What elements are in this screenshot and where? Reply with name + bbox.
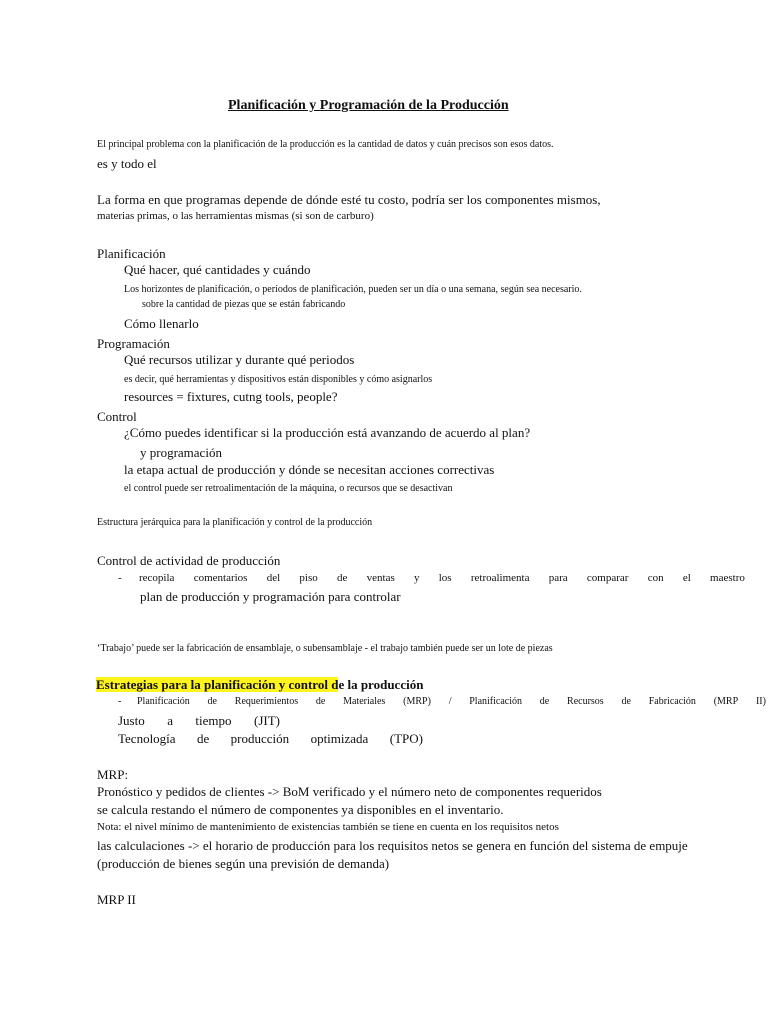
- heading-rest: e la producción: [338, 677, 424, 692]
- list-item-continuation: y programación: [140, 445, 222, 460]
- word: Fabricación: [648, 696, 696, 707]
- word: (TPO): [389, 731, 423, 746]
- word: de: [539, 696, 550, 707]
- justified-line: [139, 573, 745, 584]
- word: /: [448, 696, 452, 707]
- list-item: [120, 353, 354, 367]
- intro-paragraph: El principal problema con la planificación de la producción es la cantidad de datos y cuán precisos son esos datos.: [97, 139, 554, 150]
- programacion-heading: Programación: [97, 336, 170, 351]
- control-heading: Control: [97, 409, 137, 424]
- list-item-text: Los horizontes de planificación, o períodos de planificación, pueden ser un día o una semana, según sea necesario.: [124, 284, 582, 295]
- word: producción: [230, 731, 290, 746]
- word: para: [548, 572, 568, 584]
- word: Materiales: [343, 696, 386, 707]
- mrp-line: se calcula restando el número de componentes ya disponibles en el inventario.: [97, 802, 504, 817]
- list-item-text: la etapa actual de producción y dónde se necesitan acciones correctivas: [124, 462, 495, 477]
- list-item: [120, 317, 199, 331]
- list-item: [120, 263, 310, 277]
- highlighted-text: Estrategias para la planificación y control d: [96, 677, 339, 692]
- list-item-text: Cómo llenarlo: [124, 316, 199, 331]
- estrategias-heading: [96, 678, 423, 691]
- mrp2-heading: MRP II: [97, 892, 136, 907]
- list-item: [120, 484, 452, 494]
- list-item: [120, 390, 337, 404]
- word: de: [315, 696, 326, 707]
- dash-bullet: -: [118, 696, 122, 707]
- word: Planificación: [137, 696, 190, 707]
- word: Requerimientos: [234, 696, 299, 707]
- mrp-note: Nota: el nivel mínimo de mantenimiento de existencias también se tiene en cuenta en los requisitos netos: [97, 821, 559, 833]
- word: de: [207, 696, 217, 707]
- word: tiempo: [195, 713, 232, 728]
- estructura-caption: Estructura jerárquica para la planificación y control de la producción: [97, 517, 373, 528]
- word: comparar: [586, 572, 629, 584]
- word: Justo: [118, 713, 145, 728]
- word: Planificación: [469, 696, 523, 707]
- list-item-text: el control puede ser retroalimentación de la máquina, o recursos que se desactivan: [124, 483, 453, 494]
- word: de: [621, 696, 631, 707]
- justified-line: [118, 732, 423, 745]
- trabajo-note: ‘Trabajo’ puede ser la fabricación de ensamblaje, o subensamblaje - el trabajo también puede ser un lote de piezas: [97, 643, 553, 654]
- word: maestro: [710, 572, 745, 584]
- word: piso: [299, 572, 318, 584]
- list-item: [120, 463, 494, 477]
- word: Tecnología: [118, 731, 176, 746]
- word: de: [337, 572, 348, 584]
- word: de: [196, 731, 210, 746]
- intro-continuation: es y todo el: [97, 156, 157, 171]
- list-item: [120, 426, 530, 440]
- justified-line: [118, 714, 280, 727]
- list-item: [120, 375, 432, 385]
- list-item-continuation: sobre la cantidad de piezas que se están fabricando: [142, 299, 346, 310]
- page-title: Planificación y Programación de la Producción: [228, 98, 509, 113]
- word: comentarios: [193, 572, 248, 584]
- mrp-line: las calculaciones -> el horario de producción para los requisitos netos se genera en función del sistema de empuje: [97, 838, 688, 853]
- word: retroalimenta: [470, 572, 530, 584]
- mrp-line: Pronóstico y pedidos de clientes -> BoM verificado y el número neto de componentes requeridos: [97, 784, 602, 799]
- list-item: [120, 285, 582, 295]
- word: Recursos: [567, 696, 604, 707]
- mrp-heading: MRP:: [97, 767, 129, 782]
- list-item-text: Qué recursos utilizar y durante qué periodos: [124, 352, 355, 367]
- control-actividad-line2: plan de producción y programación para controlar: [140, 589, 401, 604]
- word: a: [167, 713, 173, 728]
- word: con: [647, 572, 664, 584]
- word: (MRP: [713, 696, 739, 707]
- list-item-text: ¿Cómo puedes identificar si la producción está avanzando de acuerdo al plan?: [124, 425, 531, 440]
- list-item-text: es decir, qué herramientas y dispositivos están disponibles y cómo asignarlos: [124, 374, 433, 385]
- cost-paragraph-line2: materias primas, o las herramientas mismas (si son de carburo): [97, 210, 374, 222]
- control-actividad-heading: Control de actividad de producción: [97, 553, 281, 568]
- justified-line: [137, 697, 766, 707]
- word: y: [414, 572, 420, 584]
- mrp-line: (producción de bienes según una previsión de demanda): [97, 856, 390, 871]
- list-item-text: Qué hacer, qué cantidades y cuándo: [124, 262, 311, 277]
- planificacion-heading: Planificación: [97, 246, 166, 261]
- word: los: [438, 572, 452, 584]
- cost-paragraph-line1: La forma en que programas depende de dónde esté tu costo, podría ser los componentes mismos,: [97, 192, 601, 207]
- word: ventas: [366, 572, 395, 584]
- word: del: [266, 572, 281, 584]
- word: el: [682, 572, 691, 584]
- word: (JIT): [253, 713, 280, 728]
- word: recopila: [139, 572, 175, 584]
- word: optimizada: [310, 731, 369, 746]
- word: II): [755, 696, 766, 707]
- word: (MRP): [403, 696, 431, 707]
- list-item-text: resources = fixtures, cutng tools, people?: [124, 389, 338, 404]
- dash-bullet: -: [118, 572, 122, 584]
